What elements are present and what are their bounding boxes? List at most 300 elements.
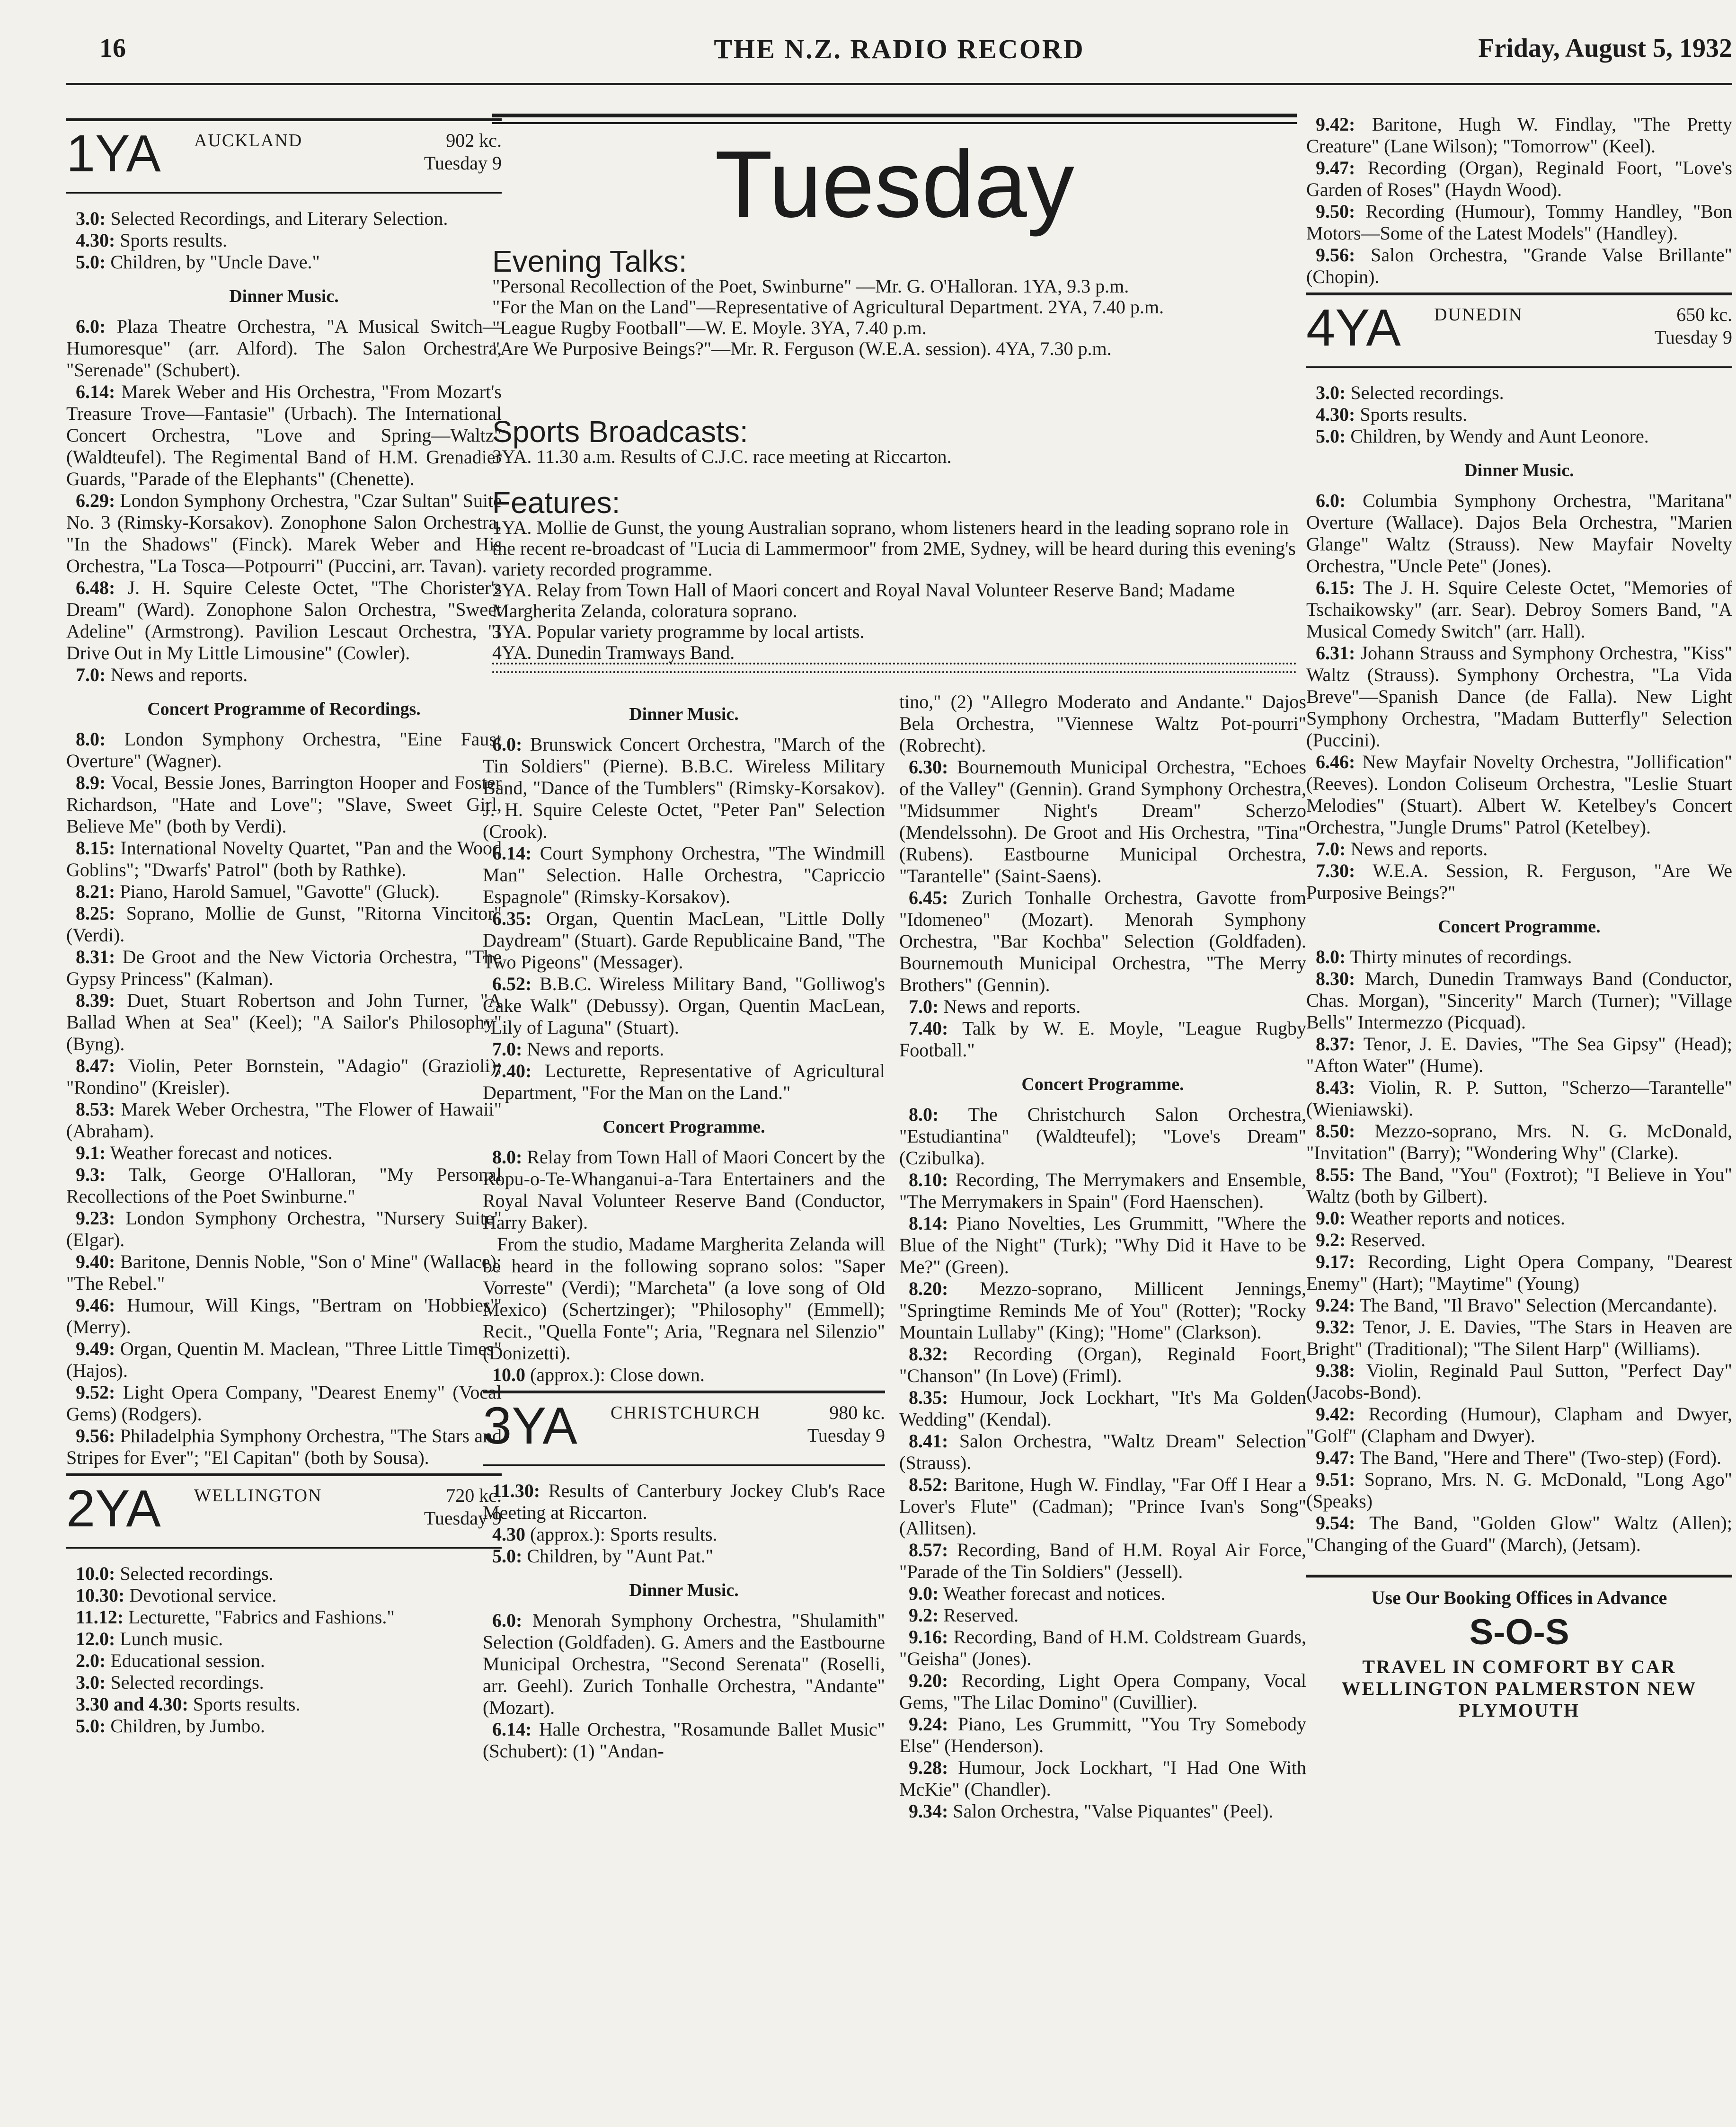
station-code: 2YA: [66, 1480, 161, 1538]
banner-bottom-rule: [492, 663, 1297, 673]
programme-text: Baritone, Hugh W. Findlay, "Far Off I Hear a Lover's Flute" (Cadman); "Prince Ivan's Song" (Allitsen).: [899, 1474, 1307, 1539]
programme-time: 9.42:: [1316, 1403, 1355, 1425]
issue-date: Friday, August 5, 1932: [1478, 34, 1732, 63]
programme-text: Zurich Tonhalle Orchestra, Gavotte from "Idomeneo" (Mozart). Menorah Symphony Orchestra, "Bar Kochba" Selection (Goldfaden). Bournemouth Municipal Orchestra, "The Merry Brothers" (Gennin).: [899, 887, 1306, 995]
programme-time: 8.0:: [492, 1146, 523, 1168]
programme-time: 8.53:: [76, 1099, 115, 1120]
programme-text: Brunswick Concert Orchestra, "March of the Tin Soldiers" (Pierne). B.B.C. Wireless Military Band, "Dance of the Tumblers" (Rimsky-Korsakov). J. H. Squire Celeste Octet, "Peter Pan" Selection (Crook).: [483, 734, 885, 842]
programme-time: 8.43:: [1316, 1077, 1355, 1098]
programme-time: 8.0:: [909, 1104, 939, 1125]
programme-text: March, Dunedin Tramways Band (Conductor, Chas. Morgan), "Sincerity" March (Turner); "Village Bells" Intermezzo (Picquad).: [1306, 968, 1732, 1033]
programme-item: [1306, 1403, 1732, 1447]
programme-list: [1306, 382, 1732, 447]
station-day: Tuesday 9: [1654, 327, 1732, 348]
programme-time: 3.0:: [76, 1672, 106, 1693]
programme-text: News and reports.: [1350, 838, 1488, 860]
programme-text: Lecturette, Representative of Agricultural Department, "For the Man on the Land.": [483, 1060, 886, 1103]
programme-time: 6.46:: [1316, 751, 1355, 772]
programme-item: [66, 1382, 502, 1425]
programme-text: London Symphony Orchestra, "Czar Sultan" Suite No. 3 (Rimsky-Korsakov). Zonophone Salon Orchestra, "In the Shadows" (Finck). Marek Weber and His Orchestra, "La Tosca—Potpourri" (Puccini, arr. Tavan).: [66, 490, 502, 576]
sports-broadcasts: [492, 415, 1297, 467]
programme-text: Organ, Quentin M. Maclean, "Three Little Times" (Hajos).: [66, 1338, 502, 1381]
continued-text: tino," (2) "Allegro Moderato and Andante." Dajos Bela Orchestra, "Viennese Waltz Pot-pourri" (Robrecht).: [899, 691, 1306, 756]
programme-time: 10.30:: [76, 1585, 125, 1606]
programme-text: Menorah Symphony Orchestra, "Shulamith" Selection (Goldfaden). G. Amers and the Eastbourne Municipal Orchestra, "Second Serenata" (Roselli, arr. Geehl). Zurich Tonhalle Orchestra, "Andante" (Mozart).: [483, 1610, 885, 1718]
page-header: [66, 28, 1732, 80]
programme-text: Weather forecast and notices.: [943, 1583, 1166, 1604]
programme-text: News and reports.: [110, 664, 248, 685]
programme-text: Talk, George O'Halloran, "My Personal Recollections of the Poet Swinburne.": [66, 1164, 502, 1207]
programme-time: 4.30: [492, 1524, 525, 1545]
programme-item: [1306, 1360, 1732, 1403]
talk-item: "League Rugby Football"—W. E. Moyle. 3YA, 7.40 p.m.: [492, 317, 927, 338]
programme-item: [899, 1757, 1306, 1800]
programme-item: [66, 1672, 502, 1693]
programme-text: De Groot and the New Victoria Orchestra, "The Gypsy Princess" (Kalman).: [66, 946, 502, 989]
programme-item: [66, 316, 502, 381]
programme-item: [66, 1425, 502, 1469]
programme-time: 3.0:: [1316, 382, 1346, 403]
feature-item: 2YA. Relay from Town Hall of Maori concert and Royal Naval Volunteer Reserve Band; Madame Margherita Zelanda, coloratura soprano.: [492, 579, 1235, 621]
programme-item: [899, 1343, 1306, 1387]
programme-item: [1306, 1316, 1732, 1360]
page-number: 16: [99, 34, 126, 63]
station-day: Tuesday 9: [807, 1425, 885, 1446]
programme-item: [899, 1713, 1306, 1757]
programme-time: 9.17:: [1316, 1251, 1355, 1272]
programme-text: Recording, Light Opera Company, "Dearest Enemy" (Hart); "Maytime" (Young): [1306, 1251, 1733, 1294]
programme-time: 6.0:: [76, 316, 106, 337]
programme-text: Selected recordings.: [120, 1563, 274, 1584]
programme-item: [899, 1278, 1306, 1343]
masthead: THE N.Z. RADIO RECORD: [714, 34, 1085, 64]
programme-time: 3.0:: [76, 208, 106, 229]
programme-time: 9.0:: [1316, 1207, 1346, 1229]
programme-text: Recording, Light Opera Company, Vocal Gems, "The Lilac Domino" (Cuvillier).: [899, 1670, 1307, 1713]
programme-text: News and reports.: [527, 1038, 664, 1060]
programme-time: 5.0:: [76, 251, 106, 273]
sports-label: Sports Broadcasts:: [492, 415, 748, 449]
programme-item: [899, 996, 1306, 1018]
programme-item: [66, 1142, 502, 1164]
column-1: [66, 114, 502, 1737]
ad-line: WELLINGTON PALMERSTON NEW PLYMOUTH: [1341, 1678, 1697, 1721]
programme-time: 8.47:: [76, 1055, 115, 1076]
programme-time: 9.46:: [76, 1294, 115, 1316]
programme-text: Sports results.: [1360, 404, 1468, 425]
section-heading: Concert Programme.: [1438, 917, 1601, 937]
advertisement: [1306, 1575, 1732, 1721]
programme-text: Devotional service.: [129, 1585, 277, 1606]
programme-item: [899, 1626, 1306, 1670]
programme-item: [899, 1800, 1306, 1822]
programme-item: [899, 1018, 1306, 1061]
programme-text: Children, by "Aunt Pat.": [527, 1545, 714, 1567]
programme-item: [483, 1480, 885, 1524]
programme-text: London Symphony Orchestra, "Nursery Suite" (Elgar).: [66, 1207, 502, 1250]
programme-text: Selected Recordings, and Literary Selection.: [110, 208, 448, 229]
programme-time: 9.47:: [1316, 1447, 1355, 1468]
programme-item: [899, 1583, 1306, 1604]
section-heading: Dinner Music.: [229, 286, 339, 306]
programme-item: [66, 230, 502, 251]
station-frequency: 980 kc.: [829, 1402, 885, 1423]
programme-text: London Symphony Orchestra, "Eine Faust Overture" (Wagner).: [66, 728, 502, 771]
programme-item: [66, 1585, 502, 1606]
programme-text: Recording, Band of H.M. Royal Air Force, "Parade of the Tin Soldiers" (Jessell).: [899, 1539, 1307, 1582]
station-frequency: 650 kc.: [1676, 304, 1732, 325]
programme-text: The J. H. Squire Celeste Octet, "Memories of Tschaikowsky" (arr. Sear). Debroy Somers Band, "A Musical Comedy Switch" (arr. Hall).: [1306, 577, 1732, 642]
programme-text: Soprano, Mrs. N. G. McDonald, "Long Ago" (Speaks): [1306, 1469, 1732, 1512]
programme-item: [66, 1563, 502, 1585]
programme-time: 9.51:: [1316, 1469, 1355, 1490]
programme-text: Educational session.: [110, 1650, 265, 1671]
programme-list: [899, 756, 1306, 1061]
programme-text: The Band, "Golden Glow" Waltz (Allen); "Changing of the Guard" (March), (Jetsam).: [1306, 1512, 1732, 1555]
programme-time: 8.57:: [909, 1539, 948, 1560]
ad-line: TRAVEL IN COMFORT BY CAR: [1362, 1656, 1676, 1677]
programme-time: 7.0:: [76, 664, 106, 685]
programme-time: 9.0:: [909, 1583, 939, 1604]
header-rule: [66, 83, 1732, 85]
programme-text: Weather forecast and notices.: [110, 1142, 333, 1163]
programme-time: 8.55:: [1316, 1164, 1355, 1185]
banner-top-rule: [492, 114, 1297, 124]
programme-list: [66, 1563, 502, 1737]
station-header-1ya: [66, 118, 502, 194]
programme-text: Humour, Jock Lockhart, "It's Ma Golden Wedding" (Kendal).: [899, 1387, 1307, 1430]
talk-item: "For the Man on the Land"—Representative of Agricultural Department. 2YA, 7.40 p.m.: [492, 296, 1164, 318]
features: [492, 486, 1297, 663]
programme-time: 9.2:: [909, 1604, 939, 1626]
programme-text: Recording (Humour), Tommy Handley, "Bon Motors—Some of the Latest Models" (Handley).: [1306, 201, 1732, 244]
programme-item: [1306, 244, 1732, 288]
programme-item: [66, 903, 502, 946]
programme-time: 8.25:: [76, 903, 115, 924]
programme-list: [899, 1104, 1306, 1822]
programme-text: Bournemouth Municipal Orchestra, "Echoes of the Valley" (Gennin). Grand Symphony Orchestra, "Midsummer Night's Dream" Scherzo (Mendelssohn). De Groot and His Orchestra, "Tina" (Rubens). Eastbourne Municipal Orchestra, "Tarantelle" (Saint-Saens).: [899, 756, 1307, 886]
programme-list: [483, 1146, 885, 1233]
programme-time: 8.35:: [909, 1387, 948, 1408]
programme-item: [899, 1539, 1306, 1583]
programme-text: Sports results.: [193, 1693, 301, 1715]
programme-item: [66, 837, 502, 881]
programme-item: [899, 1670, 1306, 1713]
programme-time: 6.0:: [1316, 490, 1346, 511]
programme-time: 7.0:: [492, 1038, 523, 1060]
section-heading: Concert Programme of Recordings.: [147, 699, 421, 719]
programme-text: Results of Canterbury Jockey Club's Race Meeting at Riccarton.: [483, 1480, 886, 1523]
programme-time: 7.0:: [1316, 838, 1346, 860]
programme-text: Philadelphia Symphony Orchestra, "The Stars and Stripes for Ever"; "El Capitan" (both by Sousa).: [66, 1425, 502, 1468]
station-frequency: 902 kc.: [446, 130, 502, 151]
programme-text: News and reports.: [943, 996, 1081, 1017]
programme-list: [66, 208, 502, 273]
programme-time: 8.50:: [1316, 1120, 1355, 1142]
programme-item: [1306, 1207, 1732, 1229]
programme-item: [483, 973, 885, 1038]
programme-text: Halle Orchestra, "Rosamunde Ballet Music" (Schubert): (1) "Andan-: [483, 1719, 886, 1762]
programme-item: [1306, 425, 1732, 447]
programme-item: [66, 664, 502, 686]
programme-item: [1306, 1469, 1732, 1512]
programme-text: Humour, Jock Lockhart, "I Had One With McKie" (Chandler).: [899, 1757, 1306, 1800]
programme-text: Mezzo-soprano, Mrs. N. G. McDonald, "Invitation" (Barry); "Wondering Why" (Clarke).: [1306, 1120, 1733, 1163]
programme-time: 9.2:: [1316, 1229, 1346, 1250]
studio-paragraph: From the studio, Madame Margherita Zelanda will be heard in the following soprano solos: "Saper Vorreste" (Verdi); "Marcheta" (a love song of Old Mexico) (Schertzinger); "Philosophy" (Emmell); Recit., "Quella Fonte"; Aria, "Regnara nel Silenzio" (Donizetti).: [483, 1233, 885, 1364]
programme-text: Mezzo-soprano, Millicent Jennings, "Springtime Reminds Me of You" (Rotter); "Rocky Mountain Lullaby" (King); "Home" (Clarkson).: [899, 1278, 1306, 1343]
programme-item: [483, 908, 885, 973]
programme-time: 9.3:: [76, 1164, 106, 1185]
programme-time: 9.32:: [1316, 1316, 1355, 1338]
programme-list: [483, 734, 885, 1104]
programme-time: 8.31:: [76, 946, 115, 967]
talk-item: "Are We Purposive Beings?"—Mr. R. Ferguson (W.E.A. session). 4YA, 7.30 p.m.: [492, 338, 1112, 359]
programme-time: 6.14:: [76, 381, 115, 402]
programme-item: [66, 1693, 502, 1715]
programme-text: Recording (Organ), Reginald Foort, "Chanson" (In Love) (Friml).: [899, 1343, 1307, 1386]
programme-item: [1306, 577, 1732, 642]
sports-text: 3YA. 11.30 a.m. Results of C.J.C. race meeting at Riccarton.: [492, 446, 952, 467]
programme-text: Lunch music.: [120, 1628, 223, 1649]
programme-time: 8.0:: [1316, 946, 1346, 967]
programme-item: [1306, 642, 1732, 751]
programme-text: Recording, Band of H.M. Coldstream Guards, "Geisha" (Jones).: [899, 1626, 1307, 1669]
programme-time: 9.40:: [76, 1251, 115, 1272]
programme-text: Plaza Theatre Orchestra, "A Musical Switch—Humoresque" (arr. Alford). The Salon Orchestra, "Serenade" (Schubert).: [66, 316, 502, 381]
station-code: 3YA: [483, 1397, 577, 1455]
programme-time: 8.41:: [909, 1430, 948, 1452]
column-2: [483, 691, 885, 1762]
programme-time: 3.30 and 4.30:: [76, 1693, 188, 1715]
features-label: Features:: [492, 486, 620, 520]
programme-time: 9.24:: [909, 1713, 948, 1735]
programme-time: 9.42:: [1316, 114, 1355, 135]
programme-item: [483, 1364, 885, 1386]
programme-time: 6.15:: [1316, 577, 1355, 598]
section-heading: Dinner Music.: [629, 1580, 739, 1600]
programme-time: 9.20:: [909, 1670, 948, 1691]
programme-time: 9.47:: [1316, 157, 1355, 178]
programme-time: 5.0:: [1316, 425, 1346, 447]
section-heading: Dinner Music.: [629, 704, 739, 724]
programme-item: [483, 1038, 885, 1060]
talk-item: "Personal Recollection of the Poet, Swinburne" —Mr. G. O'Halloran. 1YA, 9.3 p.m.: [492, 275, 1129, 297]
programme-item: [66, 1251, 502, 1294]
programme-text: Baritone, Hugh W. Findlay, "The Pretty Creature" (Lane Wilson); "Tomorrow" (Keel).: [1306, 114, 1732, 157]
programme-text: Salon Orchestra, "Valse Piquantes" (Peel).: [953, 1800, 1274, 1822]
station-code: 4YA: [1306, 299, 1401, 357]
programme-time: 9.38:: [1316, 1360, 1355, 1381]
evening-talks: [492, 244, 1297, 359]
programme-text: Thirty minutes of recordings.: [1350, 946, 1572, 967]
programme-item: [1306, 860, 1732, 904]
programme-time: 6.29:: [76, 490, 115, 511]
programme-item: [899, 1604, 1306, 1626]
programme-text: B.B.C. Wireless Military Band, "Golliwog's Cake Walk" (Debussy). Organ, Quentin MacLean, "Lily of Laguna" (Stuart).: [483, 973, 885, 1038]
programme-time: 11.12:: [76, 1606, 124, 1628]
programme-item: [1306, 1120, 1732, 1164]
programme-text: Reserved.: [943, 1604, 1019, 1626]
programme-item: [66, 728, 502, 772]
programme-item: [66, 1294, 502, 1338]
station-city: CHRISTCHURCH: [611, 1403, 761, 1423]
feature-item: 3YA. Popular variety programme by local artists.: [492, 621, 865, 642]
programme-time: 9.56:: [1316, 244, 1355, 266]
programme-item: [1306, 1229, 1732, 1251]
station-city: AUCKLAND: [194, 131, 303, 151]
programme-text: Talk by W. E. Moyle, "League Rugby Football.": [899, 1018, 1306, 1061]
programme-item: [1306, 1447, 1732, 1469]
programme-item: [899, 1430, 1306, 1474]
programme-item: [66, 490, 502, 577]
programme-time: 6.52:: [492, 973, 532, 994]
programme-time: 8.20:: [909, 1278, 948, 1299]
programme-text: Reserved.: [1350, 1229, 1426, 1250]
programme-time: 6.0:: [492, 734, 523, 755]
banner-title: Tuesday: [715, 132, 1074, 237]
programme-text: Lecturette, "Fabrics and Fashions.": [128, 1606, 395, 1628]
programme-item: [66, 577, 502, 664]
programme-text: Johann Strauss and Symphony Orchestra, "Kiss" Waltz (Strauss). Symphony Orchestra, "La Vida Breve"—Spanish Dance (de Falla). New Light Symphony Orchestra, "Madam Butterfly" Selection (Puccini).: [1306, 642, 1732, 751]
programme-text: Violin, Reginald Paul Sutton, "Perfect Day" (Jacobs-Bond).: [1306, 1360, 1732, 1403]
programme-text: Recording (Humour), Clapham and Dwyer, "Golf" (Clapham and Dwyer).: [1306, 1403, 1733, 1446]
programme-time: 8.9:: [76, 772, 106, 793]
programme-item: [483, 1610, 885, 1719]
programme-item: [66, 772, 502, 837]
programme-text: Tenor, J. E. Davies, "The Stars in Heaven are Bright" (Traditional); "The Silent Harp" (Williams).: [1306, 1316, 1733, 1359]
programme-time: 9.16:: [909, 1626, 948, 1648]
programme-time: 6.35:: [492, 908, 532, 929]
programme-time: 7.40:: [492, 1060, 532, 1081]
programme-time: 6.14:: [492, 842, 532, 864]
programme-item: [899, 1474, 1306, 1539]
programme-item: [1306, 382, 1732, 404]
programme-item: [66, 881, 502, 903]
programme-item: [1306, 1251, 1732, 1294]
tuesday-banner: [483, 95, 1306, 682]
programme-list: [483, 1364, 885, 1386]
programme-list: [1306, 114, 1732, 288]
programme-list: [483, 1480, 885, 1567]
ad-line: Use Our Booking Offices in Advance: [1371, 1587, 1667, 1608]
programme-text: W.E.A. Session, R. Ferguson, "Are We Purposive Beings?": [1306, 860, 1732, 903]
ad-headline: S-O-S: [1469, 1612, 1569, 1652]
programme-time: 6.45:: [909, 887, 948, 908]
programme-time: 9.56:: [76, 1425, 115, 1446]
programme-text: Recording (Organ), Reginald Foort, "Love's Garden of Roses" (Haydn Wood).: [1306, 157, 1732, 200]
feature-item: 1YA. Mollie de Gunst, the young Australian soprano, whom listeners heard in the leading soprano role in the recent re-broadcast of "Lucia di Lammermoor" from 2ME, Sydney, will be heard during this evening's variety recorded programme.: [492, 517, 1296, 580]
talks-label: Evening Talks:: [492, 244, 687, 278]
station-day: Tuesday 9: [424, 152, 502, 174]
programme-text: Baritone, Dennis Noble, "Son o' Mine" (Wallace); "The Rebel.": [66, 1251, 502, 1294]
programme-text: Selected recordings.: [110, 1672, 264, 1693]
programme-item: [66, 208, 502, 230]
programme-text: Light Opera Company, "Dearest Enemy" (Vocal Gems) (Rodgers).: [66, 1382, 502, 1425]
programme-item: [899, 1213, 1306, 1278]
programme-text: Relay from Town Hall of Maori Concert by the Ropu-o-Te-Whanganui-a-Tara Entertainers and the Royal Naval Volunteer Reserve Band (Conductor, Harry Baker).: [483, 1146, 885, 1233]
programme-item: [66, 1650, 502, 1672]
programme-item: [483, 1146, 885, 1233]
programme-text: Humour, Will Kings, "Bertram on 'Hobbies'" (Merry).: [66, 1294, 502, 1338]
station-city: WELLINGTON: [194, 1486, 322, 1506]
section-heading: Concert Programme.: [602, 1117, 765, 1137]
programme-time: 9.49:: [76, 1338, 115, 1359]
programme-time: 9.54:: [1316, 1512, 1355, 1533]
programme-text: The Band, "Il Bravo" Selection (Mercandante).: [1359, 1294, 1718, 1316]
programme-text: The Christchurch Salon Orchestra, "Estudiantina" (Waldteufel); "Love's Dream" (Czibulka).: [899, 1104, 1306, 1169]
column-4: [1306, 114, 1732, 1721]
programme-time: 8.39:: [76, 990, 115, 1011]
programme-time: 7.30:: [1316, 860, 1355, 881]
programme-text: Violin, Peter Bornstein, "Adagio" (Grazioli); "Rondino" (Kreisler).: [66, 1055, 502, 1098]
programme-time: 7.40:: [909, 1018, 948, 1039]
programme-text: Court Symphony Orchestra, "The Windmill Man" Selection. Halle Orchestra, "Capriccio Espagnole" (Rimsky-Korsakov).: [483, 842, 886, 907]
programme-item: [1306, 1033, 1732, 1077]
programme-item: [66, 990, 502, 1055]
programme-time: 8.52:: [909, 1474, 948, 1495]
programme-item: [483, 1060, 885, 1104]
programme-item: [1306, 968, 1732, 1033]
programme-time: 6.31:: [1316, 642, 1355, 664]
programme-time: 10.0:: [76, 1563, 115, 1584]
programme-item: [1306, 157, 1732, 201]
programme-time: 10.0: [492, 1364, 525, 1385]
programme-list: [1306, 490, 1732, 904]
programme-text: International Novelty Quartet, "Pan and the Wood Goblins"; "Dwarfs' Patrol" (both by Rathke).: [66, 837, 502, 880]
programme-time: 5.0:: [492, 1545, 523, 1567]
programme-item: [66, 946, 502, 990]
programme-time: 9.50:: [1316, 201, 1355, 222]
programme-text: Salon Orchestra, "Waltz Dream" Selection (Strauss).: [899, 1430, 1307, 1473]
programme-time: 11.30:: [492, 1480, 540, 1501]
programme-list: [66, 316, 502, 686]
programme-text: The Band, "You" (Foxtrot); "I Believe in You" Waltz (both by Gilbert).: [1306, 1164, 1732, 1207]
programme-time: 6.48:: [76, 577, 115, 598]
programme-time: 2.0:: [76, 1650, 106, 1671]
programme-time: 6.14:: [492, 1719, 532, 1740]
programme-time: 4.30:: [76, 230, 115, 251]
programme-text: Columbia Symphony Orchestra, "Maritana" Overture (Wallace). Dajos Bela Orchestra, "Marien Glange" Waltz (Strauss). New Mayfair Novelty Orchestra, "Uncle Pete" (Jones).: [1306, 490, 1732, 576]
programme-item: [66, 1099, 502, 1142]
programme-item: [483, 1524, 885, 1545]
programme-text: Children, by Jumbo.: [110, 1715, 265, 1737]
programme-item: [1306, 1512, 1732, 1556]
programme-text: The Band, "Here and There" (Two-step) (Ford).: [1359, 1447, 1722, 1468]
programme-item: [483, 734, 885, 842]
programme-item: [899, 756, 1306, 887]
newspaper-page: [66, 19, 1732, 2111]
programme-item: [66, 1338, 502, 1382]
programme-text: (approx.): Close down.: [530, 1364, 705, 1385]
programme-item: [899, 887, 1306, 996]
programme-time: 5.0:: [76, 1715, 106, 1737]
programme-text: Organ, Quentin MacLean, "Little Dolly Daydream" (Stuart). Garde Republicaine Band, "The Two Pigeons" (Messager).: [483, 908, 886, 973]
programme-text: Marek Weber Orchestra, "The Flower of Hawaii" (Abraham).: [66, 1099, 502, 1142]
programme-item: [1306, 838, 1732, 860]
programme-time: 9.24:: [1316, 1294, 1355, 1316]
programme-text: (approx.): Sports results.: [530, 1524, 717, 1545]
programme-item: [1306, 404, 1732, 425]
programme-item: [1306, 751, 1732, 838]
programme-text: J. H. Squire Celeste Octet, "The Chorister's Dream" (Ward). Zonophone Salon Orchestra, "Sweet Adeline" (Armstrong). Pavilion Lescaut Orchestra, "I Drive Out in My Little Limousine" (Cowler).: [66, 577, 502, 664]
station-code: 1YA: [66, 124, 161, 183]
programme-text: Tenor, J. E. Davies, "The Sea Gipsy" (Head); "Afton Water" (Hume).: [1306, 1033, 1732, 1076]
programme-item: [66, 381, 502, 490]
programme-item: [483, 1545, 885, 1567]
programme-list: [483, 1610, 885, 1762]
programme-list: [1306, 946, 1732, 1556]
